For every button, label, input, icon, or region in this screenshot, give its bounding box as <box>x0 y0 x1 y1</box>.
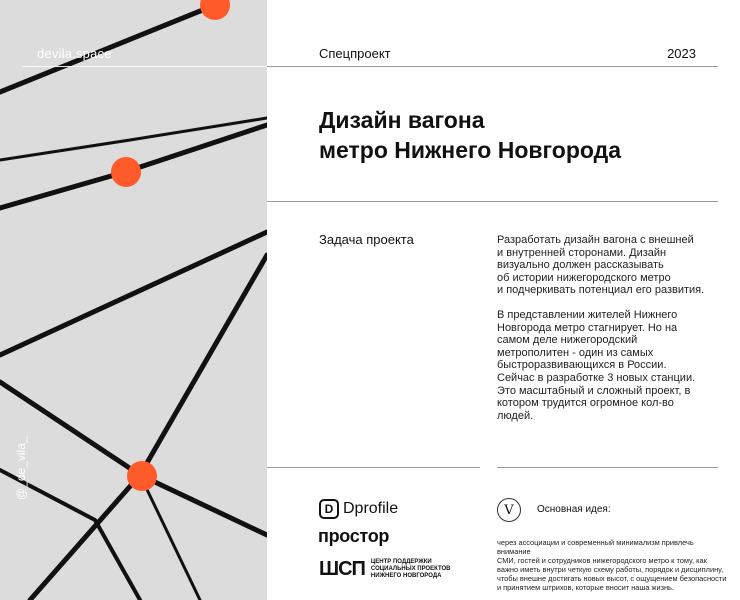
task-paragraph-2: В представлении жителей Нижнего Новгорода метро стагнирует. Но на самом деле нижегородский метрополитен - один из самых быстроразвивающихся в России. Сейчас в разработке 3 новых станции. Это масштабный и сложный проект, в котором трудится огромное кол-во людей. <box>497 308 696 422</box>
station-dot-top <box>200 0 230 20</box>
site-divider <box>22 66 267 67</box>
bottom-divider-left <box>267 467 480 468</box>
support-center-text: ЦЕНТР ПОДДЕРЖКИ СОЦИАЛЬНЫХ ПРОЕКТОВ НИЖНЕГО НОВГОРОДА <box>370 559 451 579</box>
dprofile-icon: D <box>319 499 339 519</box>
category-label: Спецпроект <box>319 46 391 61</box>
site-name: devila.space <box>37 46 112 61</box>
title-line-1: Дизайн вагона <box>319 107 485 133</box>
station-dot-bottom <box>127 461 157 491</box>
artwork-panel <box>0 0 267 600</box>
line-8 <box>140 475 200 600</box>
header-divider <box>267 66 718 67</box>
main-idea-label: Основная идея: <box>537 504 611 515</box>
bottom-divider-right <box>497 467 718 468</box>
task-description <box>497 234 719 434</box>
main-idea-text: через ассоциации и современный минимализм привлечь внимание СМИ, гостей и сотрудников нижегородского метро к тому, как важно иметь внутри четкую схему работы, порядок и дисциплину, чтобы внешне достигать новых высот, с ощущением безопасности и принятием штрихов, которые вносит наша жизнь. <box>497 538 727 592</box>
title-divider <box>267 201 718 202</box>
line-5 <box>0 382 267 535</box>
station-dot-middle <box>111 157 141 187</box>
task-paragraph-1: Разработать дизайн вагона с внешней и внутренней сторонами. Дизайн визуально должен рассказывать об истории нижегородского метро и подчеркивать потенциал его развития. <box>497 234 705 297</box>
social-handle: @_de_vila_ <box>14 436 28 500</box>
dprofile-wordmark: Dprofile <box>343 500 399 517</box>
task-label: Задача проекта <box>319 232 414 247</box>
year-label: 2023 <box>667 46 696 61</box>
support-center-logo <box>319 558 461 581</box>
line-4 <box>0 232 267 355</box>
dprofile-logo <box>319 499 398 519</box>
page-title <box>319 105 719 165</box>
header-row <box>319 46 696 61</box>
title-line-2: метро Нижнего Новгорода <box>319 137 622 163</box>
v-logo-icon: V <box>497 498 521 522</box>
support-center-mark: ШСП <box>319 558 365 580</box>
prostor-logo: простор <box>318 526 390 546</box>
metro-lines-illustration <box>0 0 267 600</box>
